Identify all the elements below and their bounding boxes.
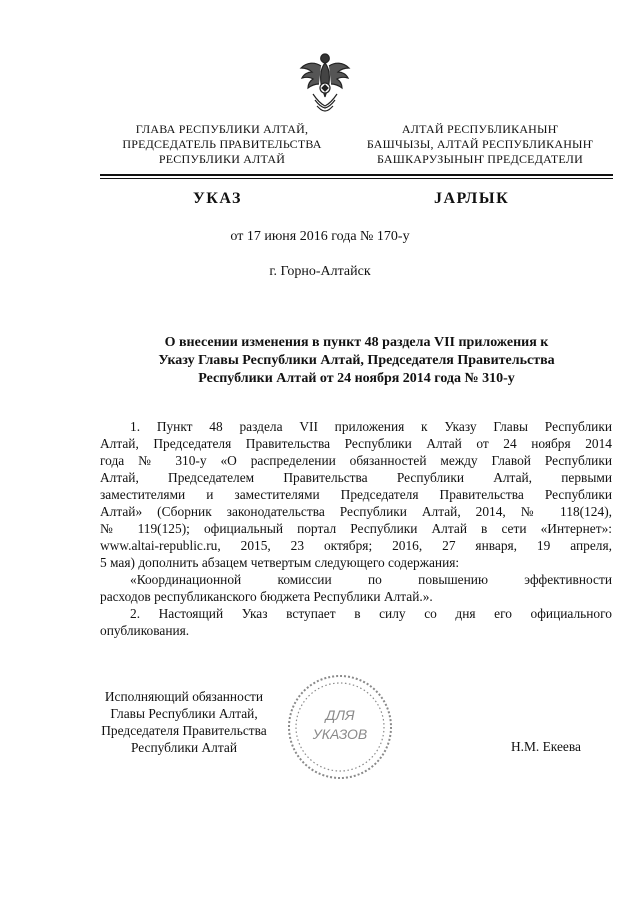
signature-position-line: Республики Алтай: [130, 740, 237, 755]
subject-line: Республики Алтай от 24 ноября 2014 года № 310-у: [198, 371, 515, 386]
body-line: Алтай, Председателем Правительства Республики Алтай, первыми: [100, 470, 612, 485]
body-line: опубликования.: [100, 623, 190, 638]
body-line: www.altai-republic.ru, 2015, 23 октября; 2016, 27 января, 19 апреля,: [100, 538, 612, 553]
doc-title-alt: JАРЛЫК: [434, 190, 510, 207]
doc-body: [100, 418, 612, 639]
header-left-line: ГЛАВА РЕСПУБЛИКИ АЛТАЙ,: [135, 122, 309, 136]
subject-line: Указу Главы Республики Алтай, Председателя Правительства: [158, 353, 555, 368]
signature-position-line: Председателя Правительства: [101, 723, 267, 738]
body-line: Алтай, Председателя Правительства Республики Алтай от 24 ноября 2014: [100, 436, 612, 451]
header-right-line: БАШКАРУЗЫНЫҤ ПРЕДСЕДАТЕЛИ: [377, 152, 583, 166]
body-line: 5 мая) дополнить абзацем четвертым следующего содержания:: [100, 555, 460, 570]
header-divider-thin: [100, 178, 613, 179]
body-line: года № 310-у «О распределении обязанностей между Главой Республики: [100, 453, 612, 468]
body-line: заместителями и заместителями Председателя Правительства Республики: [100, 487, 612, 502]
doc-subject: [100, 334, 613, 388]
stamp-line2: УКАЗОВ: [312, 726, 368, 742]
header-divider-thick: [100, 174, 613, 176]
doc-city: г. Горно-Алтайск: [269, 264, 371, 279]
header-right-line: БАШЧЫЗЫ, АЛТАЙ РЕСПУБЛИКАНЫҤ: [366, 137, 594, 151]
body-line: Алтай» (Сборник законодательства Республики Алтай, 2014, № 118(124),: [100, 504, 612, 519]
body-line: расходов республиканского бюджета Республики Алтай.».: [100, 589, 433, 604]
official-stamp: [286, 673, 394, 781]
header-left-block: [112, 122, 332, 167]
body-line: № 119(125); официальный портал Республики Алтай в сети «Интернет»:: [100, 521, 612, 536]
signatory-name: Н.М. Екеева: [511, 739, 581, 754]
subject-line: О внесении изменения в пункт 48 раздела VII приложения к: [164, 335, 549, 350]
header-left-line: ПРЕДСЕДАТЕЛЬ ПРАВИТЕЛЬСТВА: [122, 137, 322, 151]
signature-position: [88, 688, 280, 756]
signature-position-line: Исполняющий обязанности: [104, 689, 264, 704]
doc-date-number: от 17 июня 2016 года № 170-у: [230, 229, 410, 244]
body-line: «Координационной комиссии по повышению эффективности: [130, 572, 612, 587]
header-right-block: [355, 122, 605, 167]
body-line: 2. Настоящий Указ вступает в силу со дня его официального: [130, 606, 612, 621]
header-right-line: АЛТАЙ РЕСПУБЛИКАНЫҤ: [401, 122, 559, 136]
doc-title-ru: УКАЗ: [193, 190, 242, 207]
coat-of-arms-emblem: [295, 48, 355, 118]
signature-position-line: Главы Республики Алтай,: [110, 706, 258, 721]
body-line: 1. Пункт 48 раздела VII приложения к Указу Главы Республики: [130, 419, 612, 434]
header-left-line: РЕСПУБЛИКИ АЛТАЙ: [158, 152, 286, 166]
stamp-line1: ДЛЯ: [325, 707, 355, 723]
